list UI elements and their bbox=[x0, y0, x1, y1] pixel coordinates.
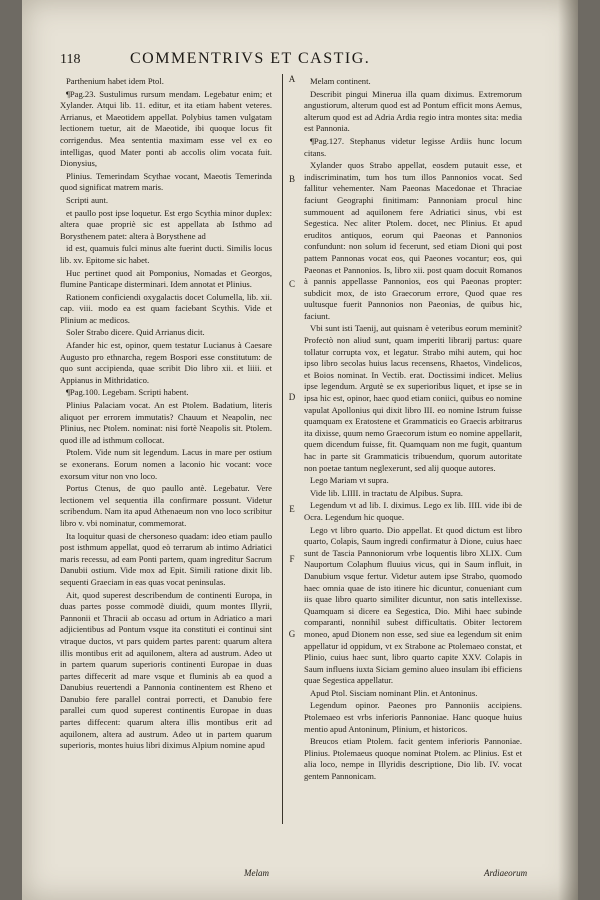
margin-letter-g: G bbox=[285, 629, 299, 639]
left-paragraph: Scripti aunt. bbox=[66, 194, 109, 205]
margin-letter-c: C bbox=[285, 279, 299, 289]
left-paragraph: Afander hic est, opinor, quem testatur Lucianus à Caesare Augusto pro ethnarcha, regem Bospori esse constitutum: de quo sunt accipienda, quae scribit Dio libro xii. et liiii. et Appianus in Mithridatico. bbox=[60, 340, 272, 385]
left-paragraph: Huc pertinet quod ait Pomponius, Nomadas et Georgos, flumine Panticape disterminari. Idem annotat et Plinius. bbox=[60, 267, 272, 290]
running-head: COMMENTRIVS ET CASTIG. bbox=[130, 50, 371, 67]
left-paragraph: Soler Strabo dicere. Quid Arrianus dicit. bbox=[66, 327, 205, 338]
left-paragraph: id est, quamuis fulci minus alte fuerint ducti. Similis locus lib. xv. Epitome sic habet. bbox=[60, 243, 272, 265]
right-paragraph: Melam continent. bbox=[310, 76, 371, 86]
left-paragraph: ¶Pag.100. Legebam. Scripti habent. bbox=[66, 387, 189, 398]
margin-letter-a: A bbox=[285, 74, 299, 84]
right-paragraph: Lego Mariam vt supra. bbox=[310, 475, 389, 486]
left-paragraph: ¶Pag.23. Sustulimus rursum mendam. Legebatur enim; et Xylander. Atqui lib. 11. editur, et ita etiam habent veteres. Arrianus, et Maeotidem appellat. Polybius tamen vulgatam lectionem tuetur, ait de Maeotide, ibi quoque locus fit corrigendus. Mea sententia maximam esse vel ex eo intelligas, quod Mater ponti ab accolis olim vocata fuit. Dionysius, bbox=[60, 88, 272, 169]
right-paragraph: ¶Pag.127. Stephanus videtur legisse Ardiis hunc locum citans. bbox=[304, 135, 522, 158]
left-paragraph: Rationem conficiendi oxygalactis docet Columella, lib. xii. cap. viii. modo ea est quam faciebant Scythis. Vide et Plinium ac medicos. bbox=[60, 291, 272, 325]
page-number: 118 bbox=[60, 52, 81, 67]
right-paragraph: Vbi sunt isti Taenij, aut quisnam è veteribus eorum meminit? Profectò non aliud sunt, quam imperiti librarij partus: quare tollatur corrupta vox, et legatur. Strabo mihi autem, qui hoc ipso libro secolas huius lacus recensens, Rhaetos, Vindelicos, et Boios nominat. In Vectib. erat. Doctissimi indicet. Melius ipse legendum. Argutè se ex superioribus liquet, et ipse se in ipsa hic est, opinor, haec quod etiam coniici, quibus eo nomine vapulat Apollonius qui dixit libro III. eo nomine Istrum fuisse quamquam ex Eratostene et Grammaticis eo Graecis arbitrarus ita dixisse, quum nemo Graecorum istum eo nomine appellarit, quem dicendum fuisse, fit. Quamquam non me fugit, quantum hac in parte sit Grammaticis tribuendum, quorum autoritate non poetae tantum neglexerunt, sed alij quoque autores. bbox=[304, 323, 522, 473]
catchword-left: Melam bbox=[244, 868, 269, 878]
left-paragraph: Parthenium habet idem Ptol. bbox=[66, 76, 164, 86]
right-paragraph: Legendum opinor. Paeones pro Pannoniis accipiens. Ptolemaeo est vrbs inferioris Pannoniae. Hanc quoque huius mentio apud Antoninum, Plinium, et historicos. bbox=[304, 700, 522, 734]
right-paragraph: Lego vt libro quarto. Dio appellat. Et quod dictum est libro quarto, Colapis, Saum ingredi confirmatur à Dione, cuius haec sunt de Tascia Pannoniorum vrbe loquentis libro XLIX. Cum Nauportum Colaphum fluuius vicus, qui in Saum influit, in Danubium vsque fertur. Videtur autem ipse Strabo, quomodo haec omnia quae de isto itinere hic dicuntur, conueniant cum iis quae libro quarto similiter dicuntur, non satis intellexisse. Quamquam si dicere ea Segestica, Dio. Mihi haec subinde comparanti, nonnihil subest difficultatis. Obiter lectorem moneo, apud Dionem non esse, sed siue ea legendum sit enim appellatur id oppidum, vt ex Strabone ac Ptolemaeo constat, et Plinio, cuius haec sunt, libro quarto capite XXV. Colapis in Saum influens iuxta Siciam gemino alueo insulam ibi efficiens quae Segestica appellatur. bbox=[304, 524, 522, 686]
left-paragraph: Portus Ctenus, de quo paullo antè. Legebatur. Vere lectionem vel sequentia illa confirmare possunt. Videtur scribendum. Nam ita apud Athenaeum non vno loco scribitur libro v. vbi nominatur, commemorat. bbox=[60, 483, 272, 528]
page-header bbox=[60, 50, 554, 72]
right-column bbox=[304, 76, 522, 866]
left-paragraph: Ptolem. Vide num sit legendum. Lacus in mare per ostium se exonerans. Eorum nomen a laconio hic vocant: voce exorsum vitur non vno loco. bbox=[60, 447, 272, 481]
left-paragraph: Ita loquitur quasi de chersoneso quadam: ideo etiam paullo post isthmum appellat, quod eò terrarum ab intimo Adriatici maris recessu, ad eam Ponti partem, quam ingreditur Sacrum Danubii ostium. Vide mox ad Epit. Simili ratione dixit lib. sequenti Graeciam in eas quas vocat peninsulas. bbox=[60, 530, 272, 587]
right-paragraph: Xylander quos Strabo appellat, eosdem putauit esse, et indiscriminatim, tum hos tum illos Pannonios vocat. Sed fallitur vehementer. Nam Paeonas Macedonae et Thraciae faciunt Geographi finitimam: Pannoniam procul hinc summouent ad aquilonem fere Adriatici sinus, vbi est Segestica. Nec aliter Ptolem. docet, nec Plinius. Et apud eruditos antiquos, eorum qui Paeonas et Pannonios confundunt: non solum id fecerunt, sed etiam Dioni qui post pattem Pannonas vocat eos, qui Paeones vocantur; eos, qui Paeonas et Pannonios. Is, libro xii. post quam docuit Romanos à pannis appellasse Pannonios, eos qui Paeonas propter: subdicit mox, de isto Graecorum errore, Quod quae res uultusque fuerit Pannonios non Paeonias, de quibus hic, faciunt. bbox=[304, 160, 522, 321]
page-gutter-shadow bbox=[558, 0, 578, 900]
margin-letter-b: B bbox=[285, 174, 299, 184]
right-paragraph: Apud Ptol. Sisciam nominant Plin. et Antoninus. bbox=[310, 687, 478, 698]
left-paragraph: Plinius. Temerindam Scythae vocant, Maeotis Temerinda quod significat matrem maris. bbox=[60, 170, 272, 193]
book-page bbox=[22, 0, 578, 900]
left-paragraph: Plinius Palaciam vocat. An est Ptolem. Badatium, literis aliquot per errorem immutatis? Chauum et Neapolin, nec Plinius, nec Ptolem. nominat: nisi fortè Neapolis sit. Ptolem. quod ille ad isthmum collocat. bbox=[60, 400, 272, 445]
left-paragraph: Ait, quod superest describendum de continenti Europa, in duas partes posse commodè diuidi, quum montes Illyrii, Pannonii et Thracii ab occasu ad ortum in Adriatico a mari adjicientibus ad Pontum vsque ita constituti ei continui sint vtraque ductos, vt pars quidem partes parent: quarum altera illis montibus erit ad aquilonem, altera ad austrum. Adeo ut in partem quarum superioris continenti Europae in duas partes diffecerit ad mare vsque et fluminis ab ea quod a Danubius reuertendi a Pannonia continentem est Rheno et Danubio fere parallel contrai porrecti, et Danubio fere parallei cum quod superest continentis Europae in duas partes diffecent: quarum altera illis montibus erit ad aquilonem, altera ad austrum. Adeo ut in partem quarum superioris, montes huius libri diximus Alpium nomine apud bbox=[60, 589, 272, 751]
catchword-right: Ardiaeorum bbox=[484, 868, 528, 878]
margin-letter-d: D bbox=[285, 392, 299, 402]
margin-letter-f: F bbox=[285, 554, 299, 564]
left-paragraph: et paullo post ipse loquetur. Est ergo Scythia minor duplex: altera quae propriè sic est appellata ab Isthmo ad Borysthenem patet: altera à Borysthene ad bbox=[60, 207, 272, 241]
column-divider bbox=[282, 74, 283, 824]
right-paragraph: Vide lib. LIIII. in tractatu de Alpibus. Supra. bbox=[310, 487, 463, 498]
right-paragraph: Breucos etiam Ptolem. facit gentem inferioris Pannoniae. Plinius. Ptolemaeus quoque nominat Ptolem. ac Plinius. Est et alia loco, nempe in Illyridis descriptione, Dio lib. IV. vocat gentem Pannonicam. bbox=[304, 736, 522, 782]
margin-letters bbox=[285, 74, 301, 834]
right-paragraph: Legendum vt ad lib. I. diximus. Lego ex lib. IIII. vide ibi de Ocra. Legendum hic quoque. bbox=[304, 500, 522, 522]
left-column bbox=[60, 76, 272, 866]
right-paragraph: Describit pingui Minerua illa quam diximus. Extremorum angustiorum, alterum quod est ad Pontum efficit mons Aemus, alterum quod est ad Adria Ardia regio intra montes sita: media est Pannonia. bbox=[304, 88, 522, 134]
margin-letter-e: E bbox=[285, 504, 299, 514]
